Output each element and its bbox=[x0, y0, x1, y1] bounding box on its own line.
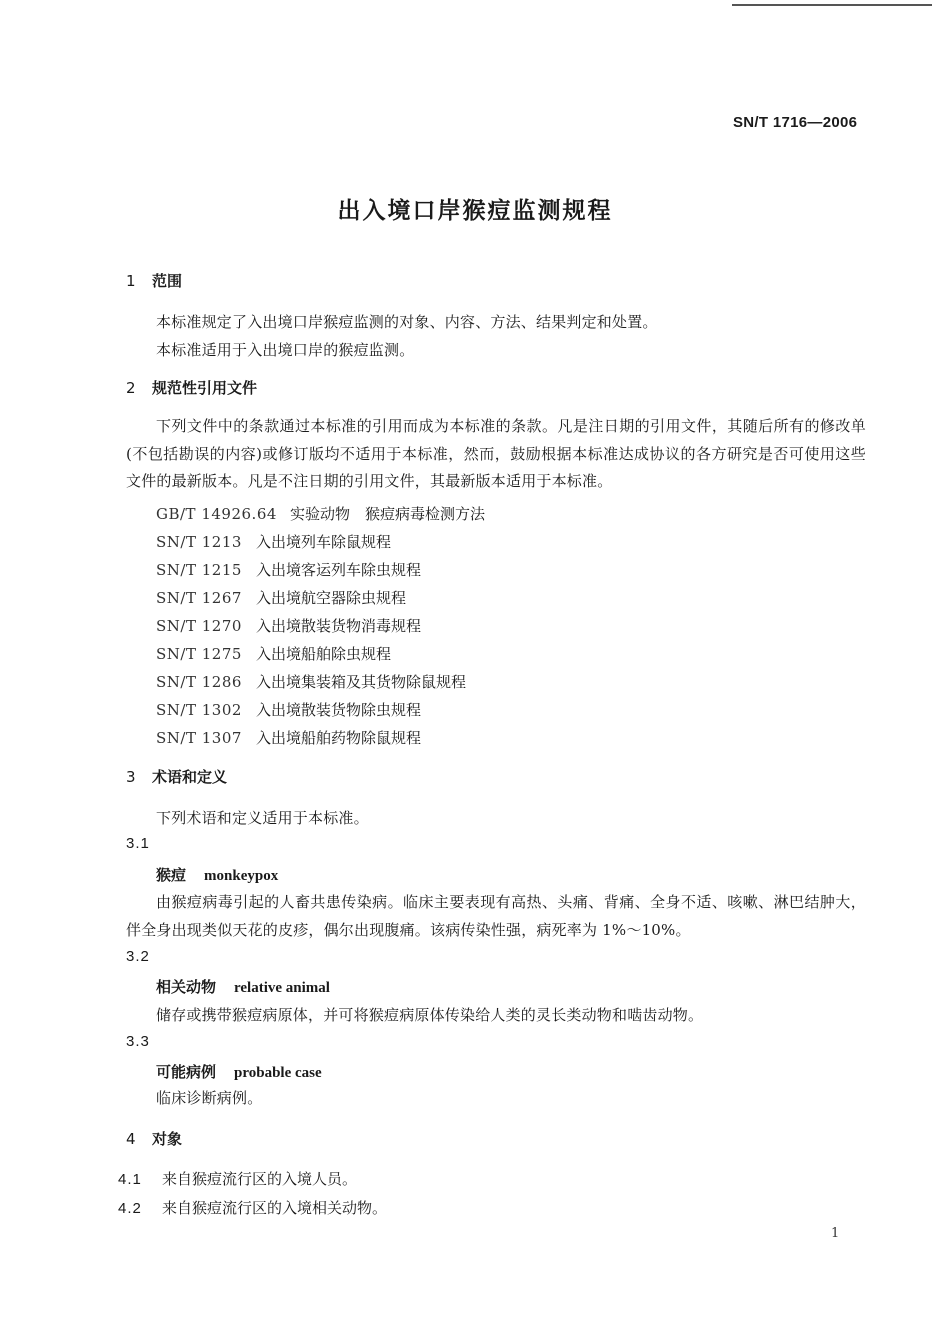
term-definition: 临床诊断病例。 bbox=[156, 1089, 263, 1107]
section-number: 1 bbox=[126, 272, 136, 290]
scope-paragraph-2: 本标准适用于入出境口岸的猴痘监测。 bbox=[156, 341, 415, 359]
reference-name: 入出境航空器除虫规程 bbox=[256, 589, 407, 607]
term-chinese: 猴痘 bbox=[156, 866, 187, 884]
reference-name: 入出境散装货物消毒规程 bbox=[256, 617, 422, 635]
reference-name: 实验动物 猴痘病毒检测方法 bbox=[290, 505, 486, 523]
reference-item bbox=[156, 531, 391, 552]
reference-item bbox=[156, 503, 485, 524]
reference-code: SN/T 1215 bbox=[156, 561, 242, 579]
section-number: 4 bbox=[126, 1130, 136, 1148]
reference-item bbox=[156, 559, 421, 580]
reference-name: 入出境集装箱及其货物除鼠规程 bbox=[256, 673, 467, 691]
reference-item bbox=[156, 587, 406, 608]
reference-item bbox=[156, 727, 421, 748]
section-4-heading bbox=[126, 1128, 182, 1149]
section-title: 规范性引用文件 bbox=[152, 379, 258, 397]
reference-name: 入出境船舶药物除鼠规程 bbox=[256, 729, 422, 747]
term-number: 3.3 bbox=[126, 1033, 150, 1050]
reference-code: GB/T 14926.64 bbox=[156, 505, 277, 523]
top-rule bbox=[732, 4, 932, 6]
section-number: 3 bbox=[126, 768, 136, 786]
reference-code: SN/T 1307 bbox=[156, 729, 242, 747]
term-heading bbox=[156, 976, 330, 997]
term-chinese: 相关动物 bbox=[156, 978, 217, 996]
reference-item bbox=[156, 699, 421, 720]
section-1-heading bbox=[126, 270, 182, 291]
term-definition: 由猴痘病毒引起的人畜共患传染病。临床主要表现有高热、头痛、背痛、全身不适、咳嗽、淋巴结肿大，伴全身出现类似天花的皮疹，偶尔出现腹痛。该病传染性强，病死率为 1%～10%。 bbox=[126, 893, 866, 939]
reference-code: SN/T 1270 bbox=[156, 617, 242, 635]
reference-item bbox=[156, 643, 391, 664]
reference-name: 入出境船舶除虫规程 bbox=[256, 645, 392, 663]
section-title: 术语和定义 bbox=[152, 768, 228, 786]
term-heading bbox=[156, 1061, 322, 1082]
item-text: 来自猴痘流行区的入境人员。 bbox=[162, 1170, 358, 1188]
object-item bbox=[118, 1168, 357, 1189]
item-text: 来自猴痘流行区的入境相关动物。 bbox=[162, 1199, 388, 1217]
term-heading bbox=[156, 864, 278, 885]
reference-code: SN/T 1275 bbox=[156, 645, 242, 663]
term-english: monkeypox bbox=[204, 868, 279, 884]
reference-code: SN/T 1267 bbox=[156, 589, 242, 607]
reference-code: SN/T 1213 bbox=[156, 533, 242, 551]
section-number: 2 bbox=[126, 379, 136, 397]
reference-item bbox=[156, 671, 466, 692]
reference-name: 入出境散装货物除虫规程 bbox=[256, 701, 422, 719]
section-title: 对象 bbox=[152, 1130, 183, 1148]
reference-name: 入出境列车除鼠规程 bbox=[256, 533, 392, 551]
term-chinese: 可能病例 bbox=[156, 1063, 217, 1081]
standard-number: SN/T 1716—2006 bbox=[733, 114, 858, 131]
item-number: 4.1 bbox=[118, 1171, 142, 1188]
terms-intro: 下列术语和定义适用于本标准。 bbox=[156, 809, 369, 827]
object-item bbox=[118, 1197, 387, 1218]
section-title: 范围 bbox=[152, 272, 183, 290]
section-2-heading bbox=[126, 377, 257, 398]
section-3-heading bbox=[126, 766, 227, 787]
references-intro: 下列文件中的条款通过本标准的引用而成为本标准的条款。凡是注日期的引用文件，其随后所有的修改单(不包括勘误的内容)或修订版均不适用于本标准，然而，鼓励根据本标准达成协议的各方研究是否可使用这些文件的最新版本。凡是不注日期的引用文件，其最新版本适用于本标准。 bbox=[126, 417, 866, 490]
document-title: 出入境口岸猴痘监测规程 bbox=[337, 198, 613, 224]
item-number: 4.2 bbox=[118, 1200, 142, 1217]
scope-paragraph-1: 本标准规定了入出境口岸猴痘监测的对象、内容、方法、结果判定和处置。 bbox=[156, 313, 658, 331]
term-definition: 储存或携带猴痘病原体，并可将猴痘病原体传染给人类的灵长类动物和啮齿动物。 bbox=[156, 1006, 704, 1024]
page-number: 1 bbox=[831, 1226, 840, 1241]
reference-item bbox=[156, 615, 421, 636]
reference-code: SN/T 1302 bbox=[156, 701, 242, 719]
term-number: 3.1 bbox=[126, 835, 150, 852]
reference-code: SN/T 1286 bbox=[156, 673, 242, 691]
reference-name: 入出境客运列车除虫规程 bbox=[256, 561, 422, 579]
term-english: probable case bbox=[234, 1065, 322, 1081]
term-english: relative animal bbox=[234, 980, 330, 996]
term-number: 3.2 bbox=[126, 948, 150, 965]
